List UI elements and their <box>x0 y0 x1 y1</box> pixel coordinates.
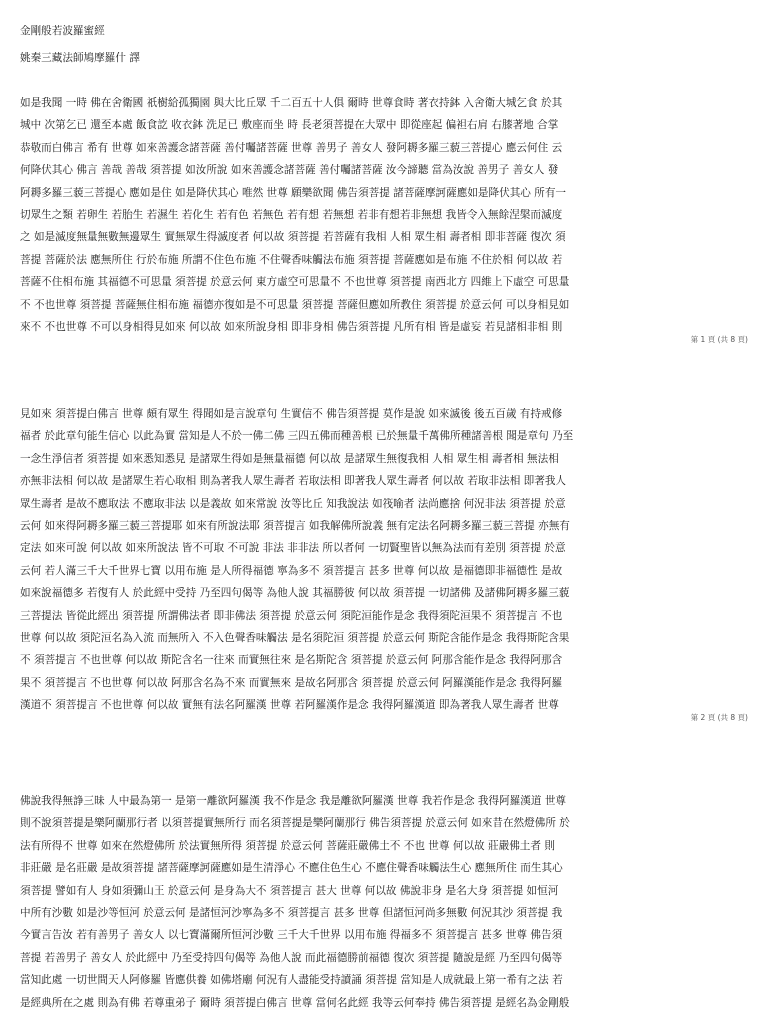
text-line: 漢道不 須菩提言 不也世尊 何以故 實無有法名阿羅漢 世尊 若阿羅漢作是念 我得阿羅漢道 即為著我人眾生壽者 世尊 <box>20 699 559 711</box>
text-line: 佛說我得無諍三昧 人中最為第一 是第一離欲阿羅漢 我不作是念 我是離欲阿羅漢 世尊 我若作是念 我得阿羅漢道 世尊 <box>20 795 567 807</box>
text-line: 果不 須菩提言 不也世尊 何以故 阿那含名為不來 而實無來 是故名阿那含 須菩提 於意云何 阿羅漢能作是念 我得阿羅 <box>20 677 563 689</box>
translator-line: 姚秦三藏法師鳩摩羅什 譯 <box>20 52 140 64</box>
text-line: 福者 於此章句能生信心 以此為實 當知是人不於一佛二佛 三四五佛而種善根 已於無量千萬佛所種諸善根 聞是章句 乃至 <box>20 430 574 442</box>
text-line: 之 如是滅度無量無數無邊眾生 實無眾生得滅度者 何以故 須菩提 若菩薩有我相 人相 眾生相 壽者相 即非菩薩 復次 須 <box>20 231 566 243</box>
text-line: 亦無非法相 何以故 是諸眾生若心取相 則為著我人眾生壽者 若取法相 即著我人眾生壽者 何以故 若取非法相 即著我人 <box>20 475 567 487</box>
text-line: 菩提 菩薩於法 應無所住 行於布施 所謂不住色布施 不住聲香味觸法布施 須菩提 菩薩應如是布施 不住於相 何以故 若 <box>20 254 563 266</box>
text-line: 城中 次第乞已 還至本處 飯食訖 收衣鉢 洗足已 敷座而坐 時 長老須菩提在大眾中 即從座起 偏袒右肩 右膝著地 合掌 <box>20 119 559 131</box>
text-line: 是經典所在之處 則為有佛 若尊重弟子 爾時 須菩提白佛言 世尊 當何名此經 我等云何奉持 佛告須菩提 是經名為金剛般 <box>20 997 570 1009</box>
text-line: 阿耨多羅三藐三菩提心 應如是住 如是降伏其心 唯然 世尊 願樂欲聞 佛告須菩提 諸菩薩摩訶薩應如是降伏其心 所有一 <box>20 187 567 199</box>
text-line: 定法 如來可說 何以故 如來所說法 皆不可取 不可說 非法 非非法 所以者何 一切賢聖皆以無為法而有差別 須菩提 於意 <box>20 542 566 554</box>
text-line: 如是我聞 一時 佛在舍衛國 祇樹給孤獨園 與大比丘眾 千二百五十人俱 爾時 世尊食時 著衣持鉢 入舍衛大城乞食 於其 <box>20 97 563 109</box>
text-line: 法有所得不 世尊 如來在然燈佛所 於法實無所得 須菩提 於意云何 菩薩莊嚴佛土不 不也 世尊 何以故 莊嚴佛土者 則 <box>20 840 555 852</box>
text-line: 今實言告汝 若有善男子 善女人 以七寶滿爾所恒河沙數 三千大千世界 以用布施 得福多不 須菩提言 甚多 世尊 佛告須 <box>20 929 563 941</box>
text-line: 何降伏其心 佛言 善哉 善哉 須菩提 如汝所說 如來善護念諸菩薩 善付囑諸菩薩 汝今諦聽 當為汝說 善男子 善女人 發 <box>20 164 559 176</box>
text-line: 云何 如來得阿耨多羅三藐三菩提耶 如來有所說法耶 須菩提言 如我解佛所說義 無有定法名阿耨多羅三藐三菩提 亦無有 <box>20 520 570 532</box>
text-line: 恭敬而白佛言 希有 世尊 如來善護念諸菩薩 善付囑諸菩薩 世尊 善男子 善女人 發阿耨多羅三藐三菩提心 應云何住 云 <box>20 142 563 154</box>
text-line: 來不 不也世尊 不可以身相得見如來 何以故 如來所說身相 即非身相 佛告須菩提 凡所有相 皆是虛妄 若見諸相非相 則 <box>20 321 563 333</box>
text-line: 當知此處 一切世間天人阿修羅 皆應供養 如佛塔廟 何況有人盡能受持讀誦 須菩提 當知是人成就最上第一希有之法 若 <box>20 974 563 986</box>
text-line: 一念生淨信者 須菩提 如來悉知悉見 是諸眾生得如是無量福德 何以故 是諸眾生無復我相 人相 眾生相 壽者相 無法相 <box>20 453 559 465</box>
text-line: 世尊 何以故 須陀洹名為入流 而無所入 不入色聲香味觸法 是名須陀洹 須菩提 於意云何 斯陀含能作是念 我得斯陀含果 <box>20 632 570 644</box>
text-line: 不 不也世尊 須菩提 菩薩無住相布施 福德亦復如是不可思量 須菩提 菩薩但應如所教住 須菩提 於意云何 可以身相見如 <box>20 299 570 311</box>
text-line: 則不說須菩提是樂阿蘭那行者 以須菩提實無所行 而名須菩提是樂阿蘭那行 佛告須菩提 於意云何 如來昔在然燈佛所 於 <box>20 817 570 829</box>
text-line: 見如來 須菩提白佛言 世尊 頗有眾生 得聞如是言說章句 生實信不 佛告須菩提 莫作是說 如來滅後 後五百歲 有持戒修 <box>20 408 563 420</box>
text-line: 非莊嚴 是名莊嚴 是故須菩提 諸菩薩摩訶薩應如是生清淨心 不應住色生心 不應住聲香味觸法生心 應無所住 而生其心 <box>20 862 563 874</box>
text-line: 菩提 若善男子 善女人 於此經中 乃至受持四句偈等 為他人說 而此福德勝前福德 復次 須菩提 隨說是經 乃至四句偈等 <box>20 952 563 964</box>
text-line: 眾生壽者 是故不應取法 不應取非法 以是義故 如來常說 汝等比丘 知我說法 如筏喻者 法尚應捨 何況非法 須菩提 於意 <box>20 498 566 510</box>
text-line: 云何 若人滿三千大千世界七寶 以用布施 是人所得福德 寧為多不 須菩提言 甚多 世尊 何以故 是福德即非福德性 是故 <box>20 565 563 577</box>
page-number: 第 1 頁 (共 8 頁) <box>690 335 748 344</box>
text-line: 切眾生之類 若卵生 若胎生 若濕生 若化生 若有色 若無色 若有想 若無想 若非有想若非無想 我皆令入無餘涅槃而滅度 <box>20 209 563 221</box>
document-title: 金剛般若波羅蜜經 <box>20 25 105 37</box>
text-line: 中所有沙數 如是沙等恒河 於意云何 是諸恒河沙寧為多不 須菩提言 甚多 世尊 但諸恒河尚多無數 何況其沙 須菩提 我 <box>20 907 563 919</box>
text-line: 如來說福德多 若復有人 於此經中受持 乃至四句偈等 為他人說 其福勝彼 何以故 須菩提 一切諸佛 及諸佛阿耨多羅三藐 <box>20 587 570 599</box>
text-line: 菩薩不住相布施 其福德不可思量 須菩提 於意云何 東方虛空可思量不 不也世尊 須菩提 南西北方 四維上下虛空 可思量 <box>20 276 570 288</box>
page-number: 第 2 頁 (共 8 頁) <box>690 713 748 722</box>
text-line: 不 須菩提言 不也世尊 何以故 斯陀含名一往來 而實無往來 是名斯陀含 須菩提 於意云何 阿那含能作是念 我得阿那含 <box>20 654 563 666</box>
text-line: 三菩提法 皆從此經出 須菩提 所謂佛法者 即非佛法 須菩提 於意云何 須陀洹能作是念 我得須陀洹果不 須菩提言 不也 <box>20 610 563 622</box>
text-line: 須菩提 譬如有人 身如須彌山王 於意云何 是身為大不 須菩提言 甚大 世尊 何以故 佛說非身 是名大身 須菩提 如恒河 <box>20 885 559 897</box>
